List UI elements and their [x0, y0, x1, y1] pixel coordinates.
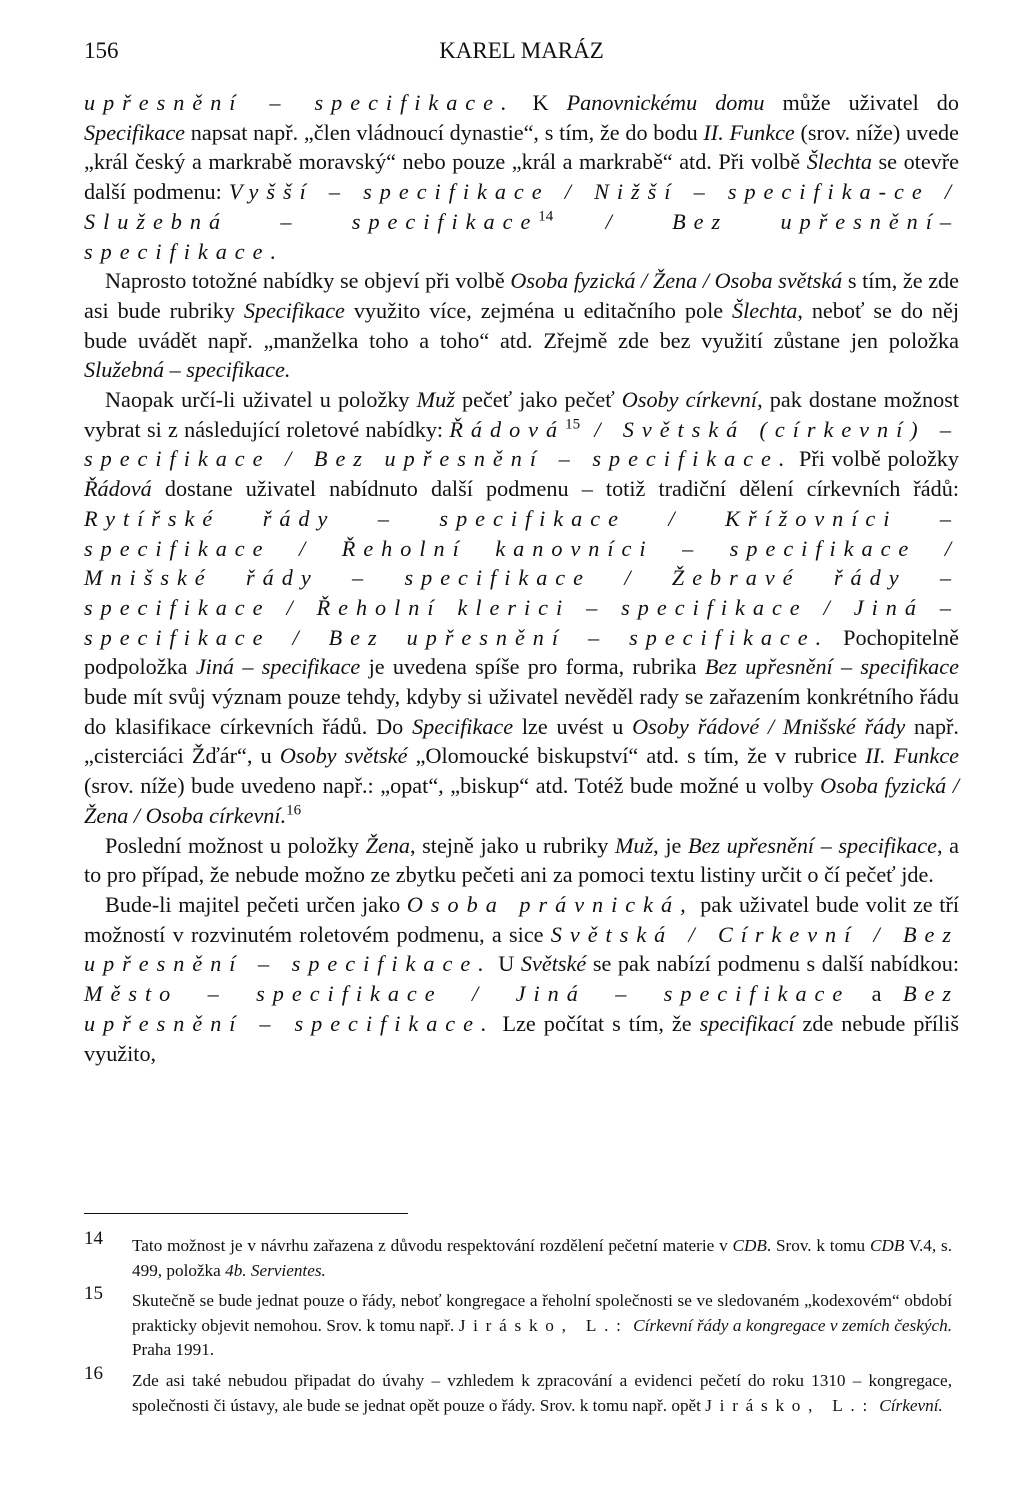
italic-term: Osoby církevní: [621, 387, 758, 413]
footnote-ref: 16: [286, 802, 302, 819]
text-run: využito více, zejména u editačního pole: [344, 297, 733, 323]
text-run: napsat např. „člen vládnoucí dynastie“, s tím, že do bodu: [185, 119, 704, 145]
italic-term: Šlechta: [806, 149, 872, 175]
footnote-separator: [84, 1213, 408, 1214]
text-run: a: [850, 981, 903, 1007]
footnote-number: 15: [84, 1283, 103, 1305]
italic-term: II. Funkce: [703, 119, 795, 145]
text-run: , pak dostane možnost vybrat si z následující roletové nabídky:: [84, 387, 959, 442]
page-number: 156: [84, 38, 119, 63]
italic-term: Specifikace: [412, 713, 514, 739]
spaced-term: Vyšší – specifikace / Nižší – specifika-ce / Služebná – specifikace: [84, 179, 959, 234]
text-run: K: [514, 90, 567, 115]
footnote-number: 14: [84, 1228, 103, 1249]
footnotes: [84, 1228, 952, 1424]
paragraph: [84, 385, 959, 831]
italic-term: CDB: [869, 1236, 905, 1255]
text-run: Praha 1991.: [132, 1340, 215, 1360]
text-run: (srov. níže) uvede „král český a markrabě moravský“ nebo pouze „král a markrabě“ atd. Při volbě: [84, 119, 959, 175]
italic-term: Panovnickému domu: [566, 90, 765, 115]
page-header: [84, 36, 959, 66]
text-run: Poslední možnost u položky: [105, 832, 366, 858]
text-run: se otevře další podmenu:: [84, 149, 960, 205]
spaced-term: Jirásko, L.:: [458, 1315, 629, 1335]
italic-term: Osoby řádové / Mnišské řády: [632, 713, 906, 739]
italic-term: Šlechta: [732, 297, 798, 323]
text-run: zde nebude příliš využito,: [84, 1010, 959, 1066]
text-run: , a to pro případ, že nebude možno ze zbytku pečeti ani za pomoci textu listiny určit o čí pečeť jde.: [84, 832, 959, 888]
spaced-term: Město – specifikace / Jiná – specifikace: [84, 981, 851, 1007]
italic-term: 4b. Servientes.: [225, 1260, 326, 1280]
italic-term: Církevní řády a kongregace v zemích českých.: [633, 1315, 952, 1335]
italic-term: Osoba fyzická / Žena / Osoba světská: [510, 268, 843, 294]
italic-term: Specifikace: [243, 297, 345, 323]
footnote-ref: 14: [538, 208, 554, 225]
italic-term: Osoby světské: [279, 743, 408, 769]
text-run: se pak nabízí podmenu s další nabídkou:: [586, 951, 959, 977]
text-run: pečeť jako pečeť: [454, 387, 622, 413]
footnote-ref: 15: [565, 416, 581, 433]
text-run: , stejně jako u rubriky: [410, 832, 615, 858]
italic-term: Řádová: [84, 476, 152, 502]
footnote: [84, 1228, 952, 1283]
italic-term: Církevní.: [879, 1395, 943, 1415]
spaced-term: Osoba právnická,: [406, 891, 694, 917]
text-run: dostane uživatel nabídnuto další podmenu – totiž tradiční dělení církevních řádů:: [151, 476, 959, 502]
spaced-term: / Světská (církevní) – specifikace / Bez upřesnění – specifikace.: [84, 416, 959, 472]
text-run: lze uvést u: [513, 713, 633, 739]
spaced-term: Bez upřesnění – specifikace.: [84, 981, 959, 1036]
text-run: je uvedena spíše pro forma, rubrika: [360, 654, 705, 680]
text-run: Skutečně se bude jednat pouze o řády, neboť kongregace a řeholní společnosti se ve sledovaném „kodexovém“ období prakticky objevit nemohou. Srov. k tomu např.: [132, 1291, 952, 1335]
italic-term: Světské: [520, 951, 587, 977]
main-text: [84, 88, 959, 1068]
text-run: V.4, s. 499, položka: [132, 1236, 952, 1280]
text-run: Tato možnost je v návrhu zařazena z důvodu respektování rozdělení pečetní materie v: [132, 1236, 733, 1255]
italic-term: specifikací: [699, 1010, 795, 1036]
text-run: „Olomoucké biskupství“ atd. s tím, že v rubrice: [407, 743, 866, 769]
text-run: Naprosto totožné nabídky se objeví při volbě: [105, 268, 511, 294]
text-run: Při volbě položky: [792, 446, 959, 472]
italic-term: II. Funkce: [865, 743, 960, 769]
paragraph: [84, 831, 959, 890]
italic-term: Muž: [614, 832, 654, 858]
italic-term: CDB: [732, 1236, 767, 1255]
footnote: [84, 1283, 952, 1363]
footnote-number: 16: [84, 1362, 103, 1384]
text-run: bude mít svůj význam pouze tehdy, kdyby si uživatel nevěděl rady se zařazením konkrétního řádu do klasifikace církevních řádů. Do: [84, 684, 959, 739]
spaced-term: Jirásko, L.:: [705, 1395, 875, 1415]
italic-term: Služebná – specifikace.: [84, 357, 291, 383]
text-run: může uživatel do: [764, 90, 959, 115]
text-run: pak uživatel bude volit ze tří možností v rozvinutém roletovém podmenu, a sice: [84, 891, 960, 947]
italic-term: Jiná – specifikace: [195, 654, 361, 680]
text-run: U: [491, 951, 521, 977]
text-run: Bude-li majitel pečeti určen jako: [105, 891, 407, 917]
text-run: např. „cisterciáci Žďár“, u: [84, 713, 959, 769]
text-run: Naopak určí-li uživatel u položky: [105, 387, 417, 413]
italic-term: Specifikace: [84, 119, 186, 145]
text-run: , neboť se do něj bude uvádět např. „manželka toho a toho“ atd. Zřejmě zde bez využití zůstane jen položka: [84, 297, 959, 353]
footnote: [84, 1362, 952, 1418]
text-run: Pochopitelně podpoložka: [84, 624, 959, 680]
paragraph: [84, 88, 959, 266]
text-run: Zde asi také nebudou připadat do úvahy – vzhledem k zpracování a evidenci pečetí do roku 1310 – kongregace, společnosti či ústavy, ale bude se jednat opět pouze o řády. Srov. k tomu např. opět: [132, 1370, 952, 1415]
text-run: (srov. níže) bude uvedeno např.: „opat“, „biskup“ atd. Totéž bude možné u volby: [84, 773, 821, 799]
paragraph: [84, 266, 959, 385]
spaced-term: Rytířské řády – specifikace / Křížovníci – specifikace / Řeholní kanovníci – specifikace / Mnišské řády – specifikace / Žebravé řády – specifikace / Řeholní klerici – specifikace / Jiná – specifikace / Bez upřesnění – specifikace.: [84, 505, 959, 650]
italic-term: Bez upřesnění – specifikace: [704, 654, 959, 680]
spaced-term: / Bez upřesnění–specifikace.: [84, 208, 959, 264]
paragraph: [84, 890, 959, 1068]
text-run: Lze počítat s tím, že: [494, 1010, 700, 1036]
spaced-term: upřesnění – specifikace.: [84, 90, 515, 115]
italic-term: Muž: [416, 387, 455, 413]
italic-term: Osoba fyzická / Žena / Osoba církevní.: [84, 773, 959, 828]
text-run: s tím, že zde asi bude rubriky: [84, 268, 959, 323]
italic-term: Žena: [365, 832, 410, 858]
text-run: . Srov. k tomu: [766, 1236, 870, 1255]
italic-term: Bez upřesnění – specifikace: [687, 832, 937, 858]
spaced-term: Řádová: [449, 416, 566, 442]
running-title: KAREL MARÁZ: [439, 38, 604, 63]
spaced-term: Světská / Církevní / Bez upřesnění – specifikace.: [84, 921, 959, 977]
text-run: , je: [653, 832, 688, 858]
